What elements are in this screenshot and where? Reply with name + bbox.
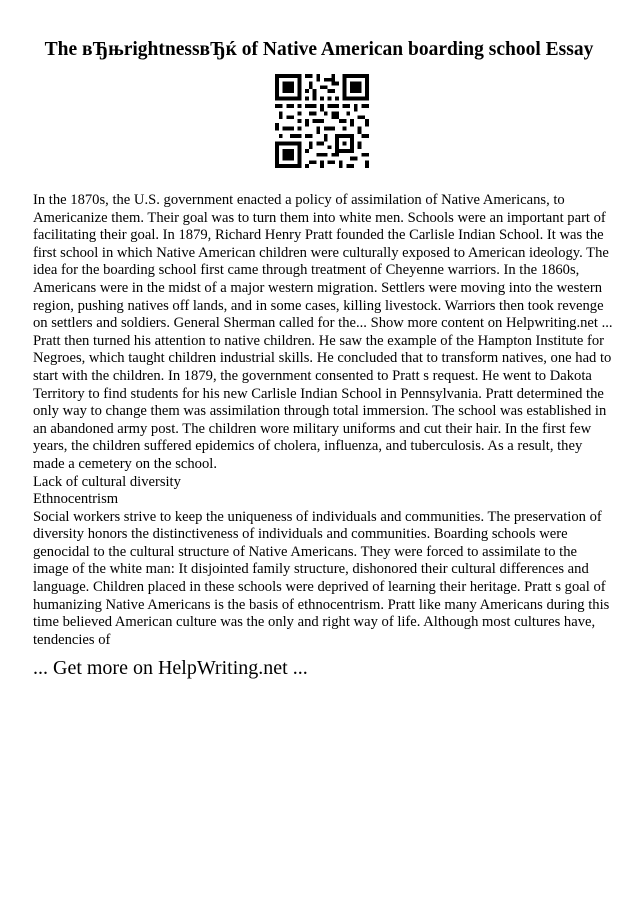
essay-heading-ethnocentrism: Ethnocentrism xyxy=(33,491,119,508)
qr-code-image xyxy=(275,74,369,168)
essay-paragraph-intro: In the 1870s, the U.S. government enacted a policy of assimilation of Native Americans, to Americanize them. Their goal was to turn them into white men. Schools were an important part of facilitating their goal. In 1879, Richard Henry Pratt founded the Carlisle Indian School. It was the first school in which Native American children were culturally exposed to American ideology. The idea for the boarding school first came through treatment of Cheyenne warriors. In the 1860s, Americans were in the midst of a major western migration. Settlers were moving into the western region, pushing natives off lands, and in some cases, killing livestock. Warriors then took revenge on settlers and soldiers. General Sherman called for the... Show more content on Helpwriting.net ... Pratt then turned his attention to native children. He saw the example of the Hampton Institute for Negroes, which taught children industrial skills. He concluded that to transform natives, one had to start with the children. In 1879, the government consented to Pratt s request. He went to Dakota Territory to find students for his new Carlisle Indian School in Pennsylvania. Pratt determined the only way to change them was assimilation through total immersion. The school was established in an abandoned army post. The children wore military uniforms and cut their hair. In the first few years, the children suffered epidemics of cholera, influenza, and tuberculosis. As a result, they made a cemetery on the school. xyxy=(33,192,613,472)
essay-paragraph-social-workers: Social workers strive to keep the uniqueness of individuals and communities. The preservation of diversity honors the distinctiveness of individuals and communities. Boarding schools were genocidal to the cultural structure of Native Americans. They were forced to assimilate to the image of the white man: It disjointed family structure, dishonored their cultural differences and language. Children placed in these schools were deprived of learning their heritage. Pratt s goal of humanizing Native Americans is the basis of ethnocentrism. Pratt like many Americans during this time believed American culture was the only and right way of life. Although most cultures have, tendencies of xyxy=(33,508,610,648)
essay-heading-lack-of-diversity: Lack of cultural diversity xyxy=(33,473,181,490)
essay-body xyxy=(33,192,613,649)
document-title: The вЂњrightnessвЂќ of Native American boarding school Essay xyxy=(44,39,594,60)
get-more-link[interactable]: ... Get more on HelpWriting.net ... xyxy=(33,657,308,679)
